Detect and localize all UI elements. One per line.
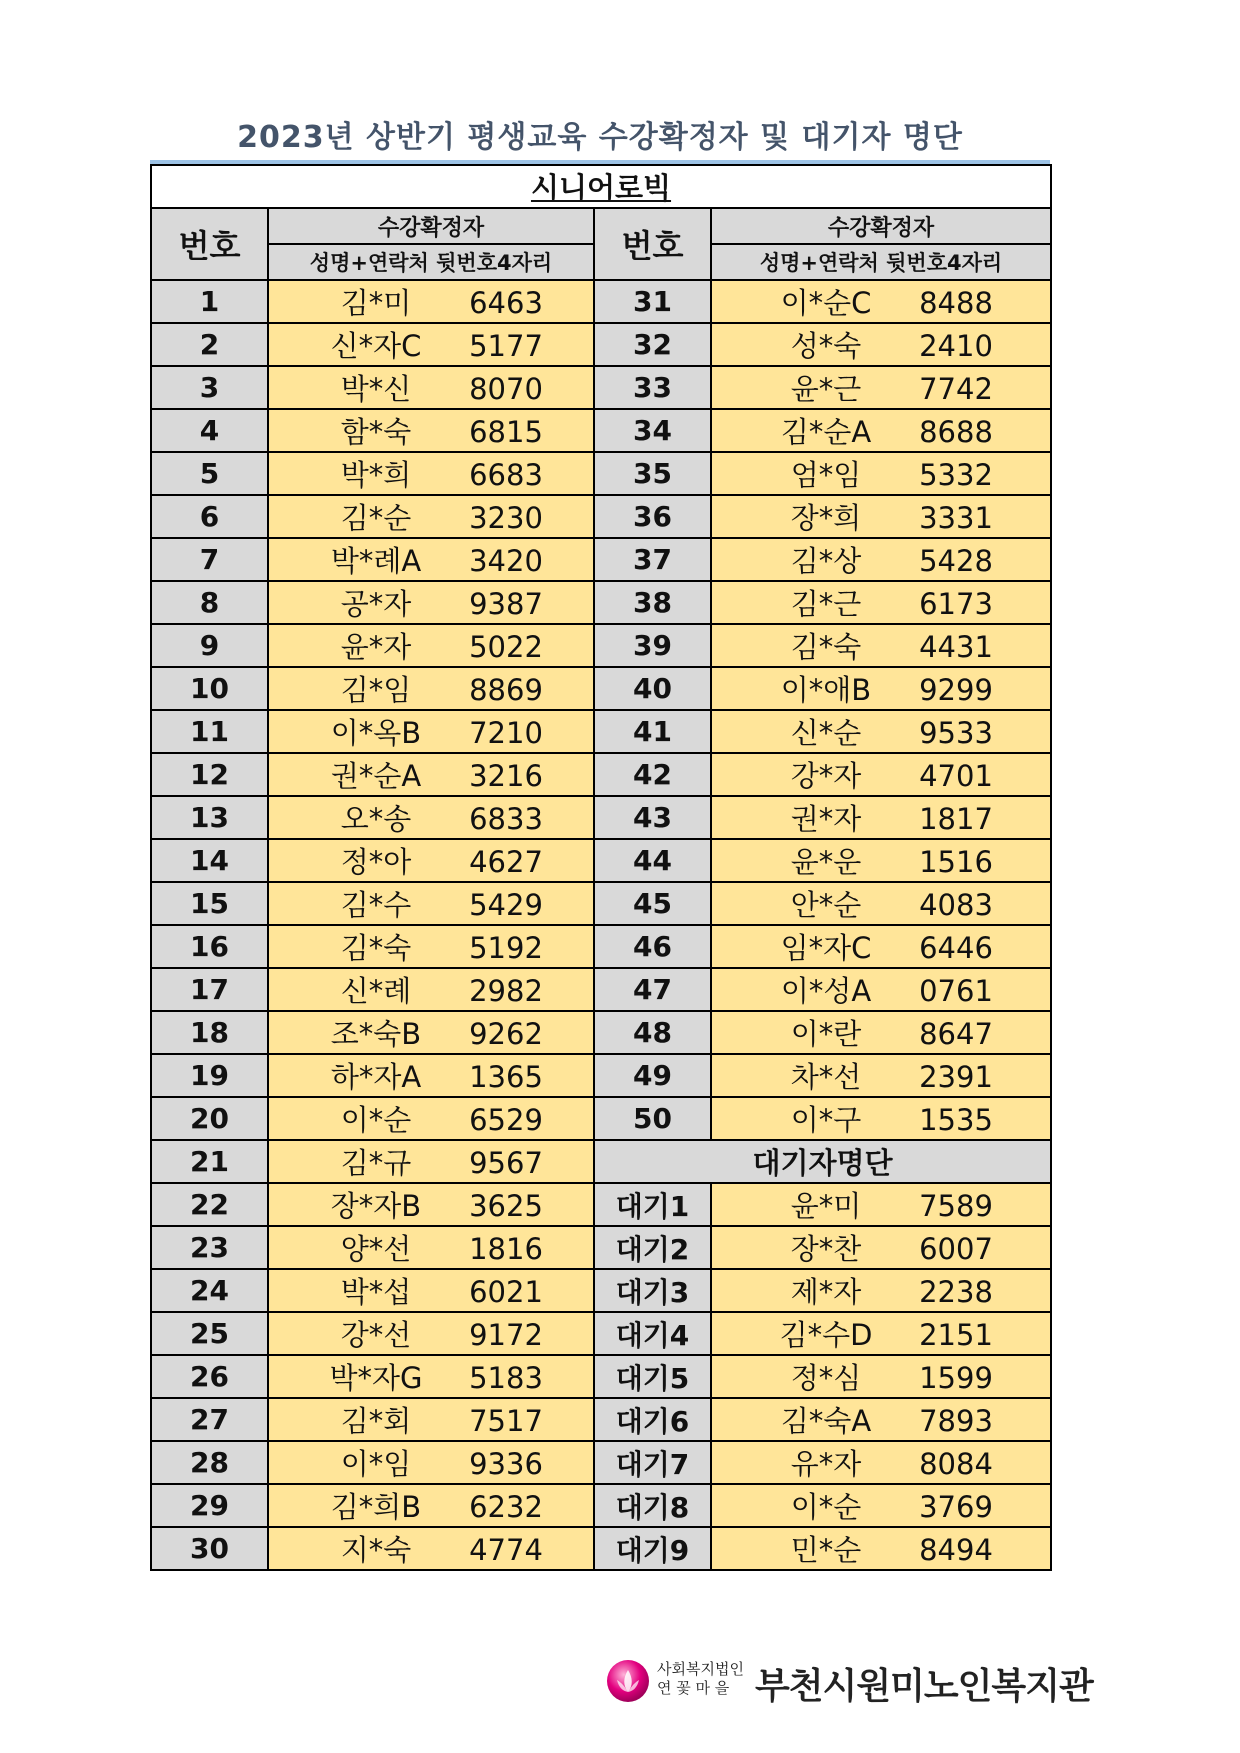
table-row <box>151 1312 1051 1355</box>
member-name: 신*례 <box>340 974 412 1008</box>
left-entry-cell <box>268 1527 594 1570</box>
phone-last4: 3769 <box>919 1490 993 1524</box>
program-title: 시니어로빅 <box>151 165 1051 208</box>
member-name: 윤*미 <box>790 1189 862 1223</box>
phone-last4: 2238 <box>919 1275 993 1309</box>
phone-last4: 6021 <box>469 1275 543 1309</box>
left-entry-cell <box>268 667 594 710</box>
phone-last4: 4431 <box>919 630 993 664</box>
table-row <box>151 538 1051 581</box>
waitlist-number: 대기8 <box>594 1484 711 1527</box>
num-header-right: 번호 <box>594 208 711 280</box>
member-name: 박*섭 <box>340 1275 412 1309</box>
table-row <box>151 280 1051 323</box>
row-number: 5 <box>151 452 268 495</box>
member-name: 이*순C <box>780 286 872 320</box>
table-row <box>151 1097 1051 1140</box>
member-name: 김*상 <box>790 544 862 578</box>
phone-last4: 1516 <box>919 845 993 879</box>
left-entry-cell <box>268 452 594 495</box>
table-row <box>151 1269 1051 1312</box>
table-row <box>151 624 1051 667</box>
member-name: 이*순 <box>340 1103 412 1137</box>
row-number: 42 <box>594 753 711 796</box>
row-number: 35 <box>594 452 711 495</box>
member-name: 권*순A <box>330 759 422 793</box>
table-row <box>151 1226 1051 1269</box>
table-row <box>151 710 1051 753</box>
table-row <box>151 323 1051 366</box>
waitlist-entry-cell <box>711 1355 1051 1398</box>
phone-last4: 0761 <box>919 974 993 1008</box>
right-entry-cell <box>711 581 1051 624</box>
left-entry-cell <box>268 1312 594 1355</box>
table-row <box>151 452 1051 495</box>
row-number: 28 <box>151 1441 268 1484</box>
waitlist-header: 대기자명단 <box>594 1140 1051 1183</box>
table-row <box>151 581 1051 624</box>
left-entry-cell <box>268 1097 594 1140</box>
phone-last4: 8488 <box>919 286 993 320</box>
right-entry-cell <box>711 882 1051 925</box>
row-number: 40 <box>594 667 711 710</box>
phone-last4: 5192 <box>469 931 543 965</box>
row-number: 7 <box>151 538 268 581</box>
row-number: 47 <box>594 968 711 1011</box>
table-row <box>151 495 1051 538</box>
table-row <box>151 1484 1051 1527</box>
member-name: 김*수D <box>779 1318 873 1352</box>
phone-last4: 1817 <box>919 802 993 836</box>
row-number: 24 <box>151 1269 268 1312</box>
row-number: 21 <box>151 1140 268 1183</box>
confirmed-header-right: 수강확정자 <box>711 208 1051 244</box>
member-name: 김*순A <box>780 415 872 449</box>
member-name: 신*자C <box>330 329 422 363</box>
phone-last4: 6232 <box>469 1490 543 1524</box>
member-name: 박*희 <box>340 458 412 492</box>
member-name: 권*자 <box>790 802 862 836</box>
org-line-1: 사회복지법인 <box>657 1660 744 1678</box>
row-number: 18 <box>151 1011 268 1054</box>
phone-last4: 5022 <box>469 630 543 664</box>
member-name: 지*숙 <box>340 1533 412 1567</box>
table-row <box>151 1140 1051 1183</box>
right-entry-cell <box>711 1097 1051 1140</box>
phone-last4: 8070 <box>469 372 543 406</box>
waitlist-number: 대기4 <box>594 1312 711 1355</box>
lotus-logo-icon <box>605 1658 651 1704</box>
left-entry-cell <box>268 1398 594 1441</box>
table-row <box>151 1398 1051 1441</box>
left-entry-cell <box>268 1011 594 1054</box>
phone-last4: 5183 <box>469 1361 543 1395</box>
right-entry-cell <box>711 452 1051 495</box>
table-row <box>151 882 1051 925</box>
table-row <box>151 409 1051 452</box>
row-number: 39 <box>594 624 711 667</box>
member-name: 이*구 <box>790 1103 862 1137</box>
waitlist-entry-cell <box>711 1269 1051 1312</box>
right-entry-cell <box>711 366 1051 409</box>
phone-last4: 9567 <box>469 1146 543 1180</box>
right-entry-cell <box>711 753 1051 796</box>
num-header-left: 번호 <box>151 208 268 280</box>
right-entry-cell <box>711 968 1051 1011</box>
row-number: 9 <box>151 624 268 667</box>
right-entry-cell <box>711 495 1051 538</box>
row-number: 49 <box>594 1054 711 1097</box>
phone-last4: 2151 <box>919 1318 993 1352</box>
table-row <box>151 1183 1051 1226</box>
phone-last4: 9262 <box>469 1017 543 1051</box>
right-entry-cell <box>711 280 1051 323</box>
phone-last4: 9336 <box>469 1447 543 1481</box>
member-name: 김*회 <box>340 1404 412 1438</box>
phone-last4: 8869 <box>469 673 543 707</box>
confirmed-header-left: 수강확정자 <box>268 208 594 244</box>
row-number: 43 <box>594 796 711 839</box>
phone-last4: 9533 <box>919 716 993 750</box>
member-name: 윤*자 <box>340 630 412 664</box>
row-number: 11 <box>151 710 268 753</box>
member-name: 김*규 <box>340 1146 412 1180</box>
member-name: 김*미 <box>340 286 412 320</box>
roster-table <box>150 164 1052 1571</box>
member-name: 안*순 <box>790 888 862 922</box>
org-subtitle <box>657 1660 744 1698</box>
phone-last4: 1535 <box>919 1103 993 1137</box>
waitlist-entry-cell <box>711 1484 1051 1527</box>
left-entry-cell <box>268 366 594 409</box>
row-number: 46 <box>594 925 711 968</box>
right-entry-cell <box>711 1011 1051 1054</box>
row-number: 48 <box>594 1011 711 1054</box>
phone-last4: 9299 <box>919 673 993 707</box>
waitlist-number: 대기7 <box>594 1441 711 1484</box>
row-number: 33 <box>594 366 711 409</box>
member-name: 김*수 <box>340 888 412 922</box>
waitlist-number: 대기9 <box>594 1527 711 1570</box>
table-row <box>151 839 1051 882</box>
table-row <box>151 925 1051 968</box>
left-entry-cell <box>268 1226 594 1269</box>
phone-last4: 7893 <box>919 1404 993 1438</box>
row-number: 26 <box>151 1355 268 1398</box>
page-title: 2023년 상반기 평생교육 수강확정자 및 대기자 명단 <box>237 120 963 155</box>
right-entry-cell <box>711 1054 1051 1097</box>
left-entry-cell <box>268 1054 594 1097</box>
left-entry-cell <box>268 925 594 968</box>
phone-last4: 6007 <box>919 1232 993 1266</box>
right-entry-cell <box>711 323 1051 366</box>
member-name: 김*희B <box>330 1490 422 1524</box>
table-row <box>151 366 1051 409</box>
sub-header-left: 성명+연락처 뒷번호4자리 <box>268 244 594 280</box>
row-number: 2 <box>151 323 268 366</box>
waitlist-number: 대기1 <box>594 1183 711 1226</box>
row-number: 44 <box>594 839 711 882</box>
member-name: 김*숙A <box>780 1404 872 1438</box>
row-number: 45 <box>594 882 711 925</box>
member-name: 하*자A <box>330 1060 422 1094</box>
left-entry-cell <box>268 280 594 323</box>
left-entry-cell <box>268 1355 594 1398</box>
member-name: 엄*임 <box>790 458 862 492</box>
row-number: 32 <box>594 323 711 366</box>
phone-last4: 1365 <box>469 1060 543 1094</box>
left-entry-cell <box>268 968 594 1011</box>
row-number: 41 <box>594 710 711 753</box>
table-row <box>151 753 1051 796</box>
member-name: 양*선 <box>340 1232 412 1266</box>
row-number: 27 <box>151 1398 268 1441</box>
left-entry-cell <box>268 581 594 624</box>
phone-last4: 3230 <box>469 501 543 535</box>
right-entry-cell <box>711 667 1051 710</box>
member-name: 강*자 <box>790 759 862 793</box>
table-row <box>151 667 1051 710</box>
right-entry-cell <box>711 409 1051 452</box>
phone-last4: 5177 <box>469 329 543 363</box>
row-number: 22 <box>151 1183 268 1226</box>
row-number: 16 <box>151 925 268 968</box>
waitlist-entry-cell <box>711 1312 1051 1355</box>
row-number: 17 <box>151 968 268 1011</box>
row-number: 23 <box>151 1226 268 1269</box>
right-entry-cell <box>711 839 1051 882</box>
phone-last4: 6683 <box>469 458 543 492</box>
phone-last4: 7742 <box>919 372 993 406</box>
member-name: 윤*운 <box>790 845 862 879</box>
phone-last4: 3216 <box>469 759 543 793</box>
phone-last4: 6446 <box>919 931 993 965</box>
member-name: 박*신 <box>340 372 412 406</box>
waitlist-entry-cell <box>711 1527 1051 1570</box>
phone-last4: 6463 <box>469 286 543 320</box>
left-entry-cell <box>268 495 594 538</box>
phone-last4: 4774 <box>469 1533 543 1567</box>
row-number: 36 <box>594 495 711 538</box>
member-name: 제*자 <box>790 1275 862 1309</box>
phone-last4: 8494 <box>919 1533 993 1567</box>
row-number: 50 <box>594 1097 711 1140</box>
waitlist-entry-cell <box>711 1226 1051 1269</box>
member-name: 조*숙B <box>330 1017 422 1051</box>
row-number: 34 <box>594 409 711 452</box>
member-name: 장*자B <box>330 1189 422 1223</box>
phone-last4: 7210 <box>469 716 543 750</box>
left-entry-cell <box>268 323 594 366</box>
member-name: 함*숙 <box>340 415 412 449</box>
member-name: 오*송 <box>340 802 412 836</box>
phone-last4: 7589 <box>919 1189 993 1223</box>
left-entry-cell <box>268 1269 594 1312</box>
phone-last4: 8084 <box>919 1447 993 1481</box>
phone-last4: 5428 <box>919 544 993 578</box>
row-number: 37 <box>594 538 711 581</box>
phone-last4: 2391 <box>919 1060 993 1094</box>
table-row <box>151 1441 1051 1484</box>
member-name: 정*아 <box>340 845 412 879</box>
phone-last4: 6173 <box>919 587 993 621</box>
phone-last4: 2410 <box>919 329 993 363</box>
member-name: 강*선 <box>340 1318 412 1352</box>
member-name: 김*숙 <box>790 630 862 664</box>
left-entry-cell <box>268 796 594 839</box>
row-number: 15 <box>151 882 268 925</box>
sub-header-right: 성명+연락처 뒷번호4자리 <box>711 244 1051 280</box>
member-name: 박*례A <box>330 544 422 578</box>
phone-last4: 9387 <box>469 587 543 621</box>
phone-last4: 1816 <box>469 1232 543 1266</box>
member-name: 유*자 <box>790 1447 862 1481</box>
member-name: 성*숙 <box>790 329 862 363</box>
row-number: 13 <box>151 796 268 839</box>
phone-last4: 3331 <box>919 501 993 535</box>
phone-last4: 5429 <box>469 888 543 922</box>
row-number: 1 <box>151 280 268 323</box>
org-line-2: 연 꽃 마 을 <box>657 1679 730 1697</box>
member-name: 이*순 <box>790 1490 862 1524</box>
row-number: 3 <box>151 366 268 409</box>
member-name: 공*자 <box>340 587 412 621</box>
left-entry-cell <box>268 1183 594 1226</box>
member-name: 김*임 <box>340 673 412 707</box>
table-row <box>151 968 1051 1011</box>
member-name: 이*임 <box>340 1447 412 1481</box>
waitlist-entry-cell <box>711 1398 1051 1441</box>
phone-last4: 5332 <box>919 458 993 492</box>
row-number: 10 <box>151 667 268 710</box>
row-number: 31 <box>594 280 711 323</box>
phone-last4: 4627 <box>469 845 543 879</box>
waitlist-number: 대기2 <box>594 1226 711 1269</box>
member-name: 이*란 <box>790 1017 862 1051</box>
member-name: 차*선 <box>790 1060 862 1094</box>
left-entry-cell <box>268 839 594 882</box>
row-number: 8 <box>151 581 268 624</box>
member-name: 김*순 <box>340 501 412 535</box>
member-name: 임*자C <box>780 931 872 965</box>
member-name: 박*자G <box>329 1361 423 1395</box>
phone-last4: 4701 <box>919 759 993 793</box>
phone-last4: 8688 <box>919 415 993 449</box>
row-number: 14 <box>151 839 268 882</box>
left-entry-cell <box>268 409 594 452</box>
member-name: 윤*근 <box>790 372 862 406</box>
phone-last4: 6815 <box>469 415 543 449</box>
row-number: 4 <box>151 409 268 452</box>
table-row <box>151 1527 1051 1570</box>
left-entry-cell <box>268 624 594 667</box>
waitlist-entry-cell <box>711 1441 1051 1484</box>
phone-last4: 4083 <box>919 888 993 922</box>
table-row <box>151 1054 1051 1097</box>
phone-last4: 9172 <box>469 1318 543 1352</box>
left-entry-cell <box>268 1140 594 1183</box>
phone-last4: 3420 <box>469 544 543 578</box>
footer-logo <box>605 1658 1093 1708</box>
member-name: 장*찬 <box>790 1232 862 1266</box>
member-name: 이*애B <box>780 673 872 707</box>
right-entry-cell <box>711 538 1051 581</box>
member-name: 장*희 <box>790 501 862 535</box>
phone-last4: 6529 <box>469 1103 543 1137</box>
org-name: 부천시원미노인복지관 <box>755 1666 1093 1707</box>
waitlist-number: 대기5 <box>594 1355 711 1398</box>
row-number: 38 <box>594 581 711 624</box>
waitlist-number: 대기3 <box>594 1269 711 1312</box>
phone-last4: 1599 <box>919 1361 993 1395</box>
waitlist-number: 대기6 <box>594 1398 711 1441</box>
row-number: 12 <box>151 753 268 796</box>
member-name: 이*성A <box>780 974 872 1008</box>
right-entry-cell <box>711 710 1051 753</box>
left-entry-cell <box>268 1441 594 1484</box>
right-entry-cell <box>711 796 1051 839</box>
member-name: 김*숙 <box>340 931 412 965</box>
row-number: 19 <box>151 1054 268 1097</box>
table-row <box>151 1355 1051 1398</box>
table-row <box>151 796 1051 839</box>
right-entry-cell <box>711 925 1051 968</box>
row-number: 29 <box>151 1484 268 1527</box>
phone-last4: 3625 <box>469 1189 543 1223</box>
row-number: 6 <box>151 495 268 538</box>
phone-last4: 2982 <box>469 974 543 1008</box>
table-row <box>151 1011 1051 1054</box>
member-name: 김*근 <box>790 587 862 621</box>
left-entry-cell <box>268 1484 594 1527</box>
left-entry-cell <box>268 538 594 581</box>
phone-last4: 6833 <box>469 802 543 836</box>
member-name: 이*옥B <box>330 716 422 750</box>
right-entry-cell <box>711 624 1051 667</box>
phone-last4: 7517 <box>469 1404 543 1438</box>
left-entry-cell <box>268 710 594 753</box>
left-entry-cell <box>268 882 594 925</box>
waitlist-entry-cell <box>711 1183 1051 1226</box>
member-name: 신*순 <box>790 716 862 750</box>
phone-last4: 8647 <box>919 1017 993 1051</box>
member-name: 정*심 <box>790 1361 862 1395</box>
row-number: 25 <box>151 1312 268 1355</box>
row-number: 30 <box>151 1527 268 1570</box>
left-entry-cell <box>268 753 594 796</box>
member-name: 민*순 <box>790 1533 862 1567</box>
row-number: 20 <box>151 1097 268 1140</box>
